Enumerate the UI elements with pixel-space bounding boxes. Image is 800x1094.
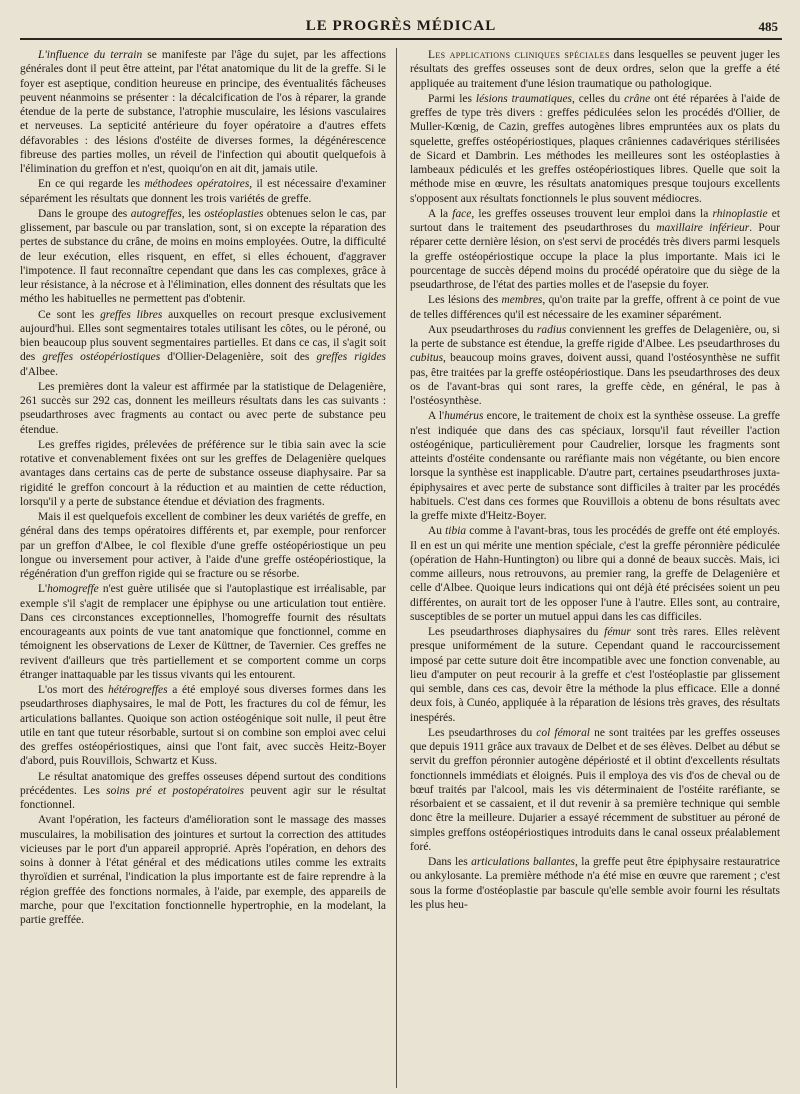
left-column [20,48,386,1088]
italic-term: L'influence du terrain [38,49,143,61]
text-run: , les [181,207,205,220]
text-run: Les lésions des [428,294,502,307]
text-run: d'Ollier-Delagenière, soit des [160,351,317,364]
text-run: Dans le groupe des [38,207,131,220]
paragraph [410,293,780,322]
text-run: Le résultat anatomique des greffes osseuses dépend surtout des conditions précédentes. Les [20,770,386,797]
paragraph [410,524,780,624]
text-run: Dans les [428,856,472,868]
text-run: auxquelles on recourt presque exclusivement aujourd'hui. Elles sont segmentaires totales utilisant les côtes, ou le péroné, ou bien beaucoup plus souvent segmentaires partielles. Et dans ce cas, il s'agit soit des [20,308,386,364]
italic-term: articulations ballantes [471,856,575,868]
header-rule [20,38,782,40]
text-run: et surtout dans le traitement des pseudarthroses du [410,207,780,234]
text-run: Les greffes rigides, prélevées de préférence sur le tibia sain avec la scie rotative et convenablement fixées ont sur les greffes de Delagenière quelques avantages dans certains cas de perte de substance osseuse diaphysaire. Par sa rigidité le greffon concourt à la réduction et au maintien de cette réduction, lorsqu'il y a perte de substance étendue et déviation des fragments. [20,438,386,508]
text-run: Avant l'opération, les facteurs d'amélioration sont le massage des masses musculaires, la mobilisation des jointures et surtout la correction des attitudes vicieuses par le port d'un appareil approprié. Après l'opération, en dehors des soins à donner à l'état général et des médications utiles comme les extraits thyroïdien et surrénal, l'indication la plus importante est de faire reprendre à la région greffée des fonctions normales, à l'aide, par exemple, des appareils de marche, pour que l'excitation fonctionnelle hypertrophie, en la modelant, la partie greffée. [20,814,386,926]
italic-term: fémur [604,626,631,638]
paragraph [410,48,780,91]
paragraph [20,308,386,379]
text-run: A l' [428,410,445,423]
text-run: dans lesquelles se peuvent juger les résultats des greffes osseuses sont de deux ordres, selon que la greffe a été appliquée au traitement d'une lésion traumatique ou pathologique. [410,49,780,90]
text-run: , beaucoup moins graves, doivent aussi, quand l'ostéosynthèse ne suffit pas, être traitées par la greffe ostéopériostique. Dans les pseudarthroses des deux os de l'avant-bras qui sont rares, la greffe cède, en général, le pas à l'ostéosynthèse. [410,352,780,407]
italic-term: membres [501,294,543,307]
text-run: ont été réparées à l'aide de greffes de type très divers : greffes pédiculées selon les procédés d'Ollier, de Muller-Kœnig, de Cazin, greffes autogènes libres empruntées aux os plats du squelette, greffes ostéopériostiques, plaques crâniennes cadavériques stérilisées de Sicard et Dambrin. Les méthodes les meilleures sont les ostéoplasties à lambeaux pédiculés et les greffes ostéopériostiques libres. Quelle que soit la méthode mise en œuvre, les résultats anatomiques presque toujours excellents s'opposent aux résultats fonctionnels le plus souvent médiocres. [410,92,780,205]
text-run: Ce sont les [38,308,101,321]
italic-term: face [452,207,472,220]
italic-term: greffes ostéopériostiques [42,351,161,364]
italic-term: crâne [624,92,651,105]
italic-term: greffes rigides [316,351,386,364]
right-column [410,48,780,1088]
text-run: sont très rares. Elles relèvent presque uniformément de la suture. Cependant quand le raccourcissement imposé par cette suture doit être incompatible avec une fonction convenable, au lieu d'amputer on peut recourir à la greffe et c'est l'ostéoplastie par glissement qui semble, dans ces cas, devoir être la méthode la plus efficace. Elle a donné deux fois, à Cunéo, appliquée à la réparation de lésions très graves, des résultats inespérés. [410,626,780,724]
italic-term: autogreffes [130,207,182,220]
text-run: a été employé sous diverses formes dans les pseudarthroses diaphysaires, le mal de Pott, les fractures du col de fémur, les articulations ballantes. Quoique son action ostéogénique soit nulle, il peut être utile en tant que tuteur résorbable, surtout si on combine son emploi avec celui des greffes ostéopériostiques, ainsi que l'ont fait, avec succès Heitz-Boyer d'abord, puis Rouvillois, Schwartz et Kuss. [20,684,386,768]
text-run: Aux pseudarthroses du [428,323,537,336]
italic-term: homogreffe [47,583,99,596]
text-run: , les greffes osseuses trouvent leur emploi dans la [471,207,713,220]
text-run: L'os mort des [38,684,109,696]
paragraph [20,770,386,813]
italic-term: radius [536,323,567,336]
paragraph [20,813,386,927]
text-run: ne sont traitées par les greffes osseuses que depuis 1911 grâce aux travaux de Delbet et de ses élèves. Delbet au début se servit du greffon péronnier autogène dépériosté et il obtint d'excellents résultats fonctionnels immédiats et éloignés. Puis il employa des vis d'os de cheval ou de bœuf traités par l'alcool, mais les vis déterminaient de l'ostéite raréfiante, se résorbaient et se cassaient, et il dut revenir à sa première technique qui semble donc être la meilleure. Dujarier a essayé récemment de substituer au péroné de simples greffons ostéopériostiques introduits dans le canal osseux préalablement foré. [410,726,780,853]
journal-title: LE PROGRÈS MÉDICAL [305,18,497,34]
text-run: peuvent agir sur le résultat fonctionnel. [20,784,386,811]
paragraph [410,625,780,725]
text-run: encore, le traitement de choix est la synthèse osseuse. La greffe n'est indiquée que dans des cas spéciaux, lorsqu'il faut réveiller l'action ostéogénique, particulièrement pour Caudrelier, lorsque les fragments sont atteints d'ostéite condensante ou raréfiante mais non végétante, ou bien encore lorsque la synthèse est inapplicable. D'autre part, certaines pseudarthroses juxta-épiphysaires et avec perte de substance sont difficiles à traiter par les procédés habituels. C'est dans ces formes que Rouvillois a obtenu de bons résultats avec la greffe mixte d'Heitz-Boyer. [410,410,780,522]
text-run: L' [38,583,48,596]
text-run: comme à l'avant-bras, tous les procédés de greffe ont été employés. Il en est un qui mérite une mention spéciale, c'est la greffe péronnière pédiculée (opération de Hahn-Huntington) ou libre qui a donné de beaux succès. Mais, ici comme ailleurs, nous retrouvons, au premier rang, la greffe de Delagenière et celle d'Albee. Quoique leurs indications qui ont déjà été précisées soient un peu différentes, on aurait tort de les opposer l'une à l'autre. Elles sont, au contraire, susceptibles de se porter un mutuel appui dans les cas difficiles. [410,525,780,623]
text-run: , celles du [571,92,625,105]
italic-term: maxillaire inférieur [656,222,750,234]
text-run: . Pour réparer cette dernière lésion, on s'est servi de procédés très divers parmi lesquels la greffe ostéopériostique occupe la place la plus importante. Mais ici le pourcentage de succès dépend moins du procédé opératoire que du siège de la pseudarthrose, de l'état des parties molles et de l'asepsie du foyer. [410,222,780,291]
paragraph [20,177,386,206]
italic-term: méthodees opératoires [144,178,250,191]
paragraph [20,438,386,509]
paragraph [410,207,780,293]
paragraph [410,855,780,912]
italic-term: hétérogreffes [108,684,168,696]
italic-term: humérus [444,410,484,423]
italic-term: lésions traumatiques [475,92,572,105]
text-run: conviennent les greffes de Delagenière, ou, si la perte de substance est étendue, la greffe rigide d'Albee. Les pseudarthroses du [410,323,780,350]
page-header [20,14,782,40]
text-run: Mais il est quelquefois excellent de combiner les deux variétés de greffe, en général dans des temps opératoires différents et, par exemple, pour renforcer par un greffon d'Albee, le col flexible d'une greffe ostéopériostique un peu longue ou inversement pour activer, à l'aide d'une greffe ostéopériostique, la régénération d'un greffon rigide qui se fracture ou se résorbe. [20,511,386,580]
paragraph [410,323,780,409]
page-number: 485 [758,19,778,34]
italic-term: cubitus [410,352,444,365]
paragraph [410,409,780,523]
text-run: Les pseudarthroses diaphysaires du [428,626,605,638]
text-run: , la greffe peut être épiphysaire restauratrice ou ankylosante. La première méthode n'a été mise en œuvre que rarement ; c'est sous la forme d'ostéoplastie par bascule qu'elle semble avoir fourni les résultats les plus heu- [410,856,780,911]
text-run: , il est nécessaire d'examiner séparément les résultats que donnent les trois variétés de greffe. [20,178,386,205]
text-run: Les premières dont la valeur est affirmée par la statistique de Delagenière, 261 succès sur 292 cas, donnent les meilleurs résultats dans les cas suivants : pseudarthroses avec fragments au contact ou avec perte de substance peu étendue. [20,380,386,436]
text-run: n'est guère utilisée que si l'autoplastique est irréalisable, par exemple s'il s'agit de remplacer une épiphyse ou une articulation tout entière. Dans ces circonstances exceptionnelles, l'homogreffe fournit des résultats encourageants aux points de vue tant anatomique que fonctionnel, comme en témoignent les observations de Lexer de Küttner, de Tavernier. Ces greffes ne revivent d'ailleurs que très partiellement et se comportent comme un corps étranger inattaquable par les tissus vivants qui les entourent. [20,583,386,681]
text-run: obtenues selon le cas, par glissement, par bascule ou par translation, sont, si on excepte la réparation des pertes de substance du crâne, de moins en moins employées. Outre, la difficulté de leur exécution, elles risquent, en effet, si elles échouent, d'aggraver l'impotence. Il faut reconnaître cependant que dans les cas complexes, grâce à leur résistance, à la nécrose et à l'élimination, elles donnent des résultats que les métho les habituelles ne permettent pas d'obtenir. [20,207,386,306]
paragraph [20,380,386,437]
text-run: A la [428,207,453,220]
paragraph [410,726,780,854]
paragraph [410,92,780,206]
text-run: Au [428,525,446,538]
column-divider [396,48,397,1088]
paragraph [20,207,386,307]
italic-term: col fémoral [536,726,590,739]
italic-term: tibia [445,525,467,538]
italic-term: soins pré et postopératoires [106,784,244,797]
italic-term: rhinoplastie [712,207,768,220]
paragraph [20,683,386,769]
text-run: Les pseudarthroses du [428,726,537,739]
text-run: se manifeste par l'âge du sujet, par les affections générales dont il peut être atteint, par l'état anatomique du lit de la greffe. Si le foyer est aseptique, condition heureuse en principe, des éventualités fâcheuses peuvent néanmoins se présenter : la décalcification de l'os à réparer, la grande étendue de la perte de substance, l'atrophie musculaire, les lésions vasculaires et nerveuses. La septicité antérieure du foyer opératoire a d'autres effets défavorables : des lésions d'ostéite de diverses formes, la dégénérescence fibreuse des parties molles, un réveil de l'infection qui aboutit quelquefois à l'élimination du greffon et n'est, quoiqu'on en ait dit, jamais utile. [20,49,386,175]
paragraph [20,48,386,176]
italic-term: ostéoplasties [204,207,264,220]
text-run: Parmi les [428,92,476,105]
text-run: , qu'on traite par la greffe, offrent à ce point de vue de telles différences qu'il est nécessaire de les examiner séparément. [410,294,780,321]
small-caps-heading: Les applications cliniques spéciales [428,49,610,61]
text-run: En ce qui regarde les [38,178,145,191]
italic-term: greffes libres [100,308,163,321]
paragraph [20,582,386,682]
text-run: d'Albee. [20,365,58,378]
paragraph [20,510,386,581]
